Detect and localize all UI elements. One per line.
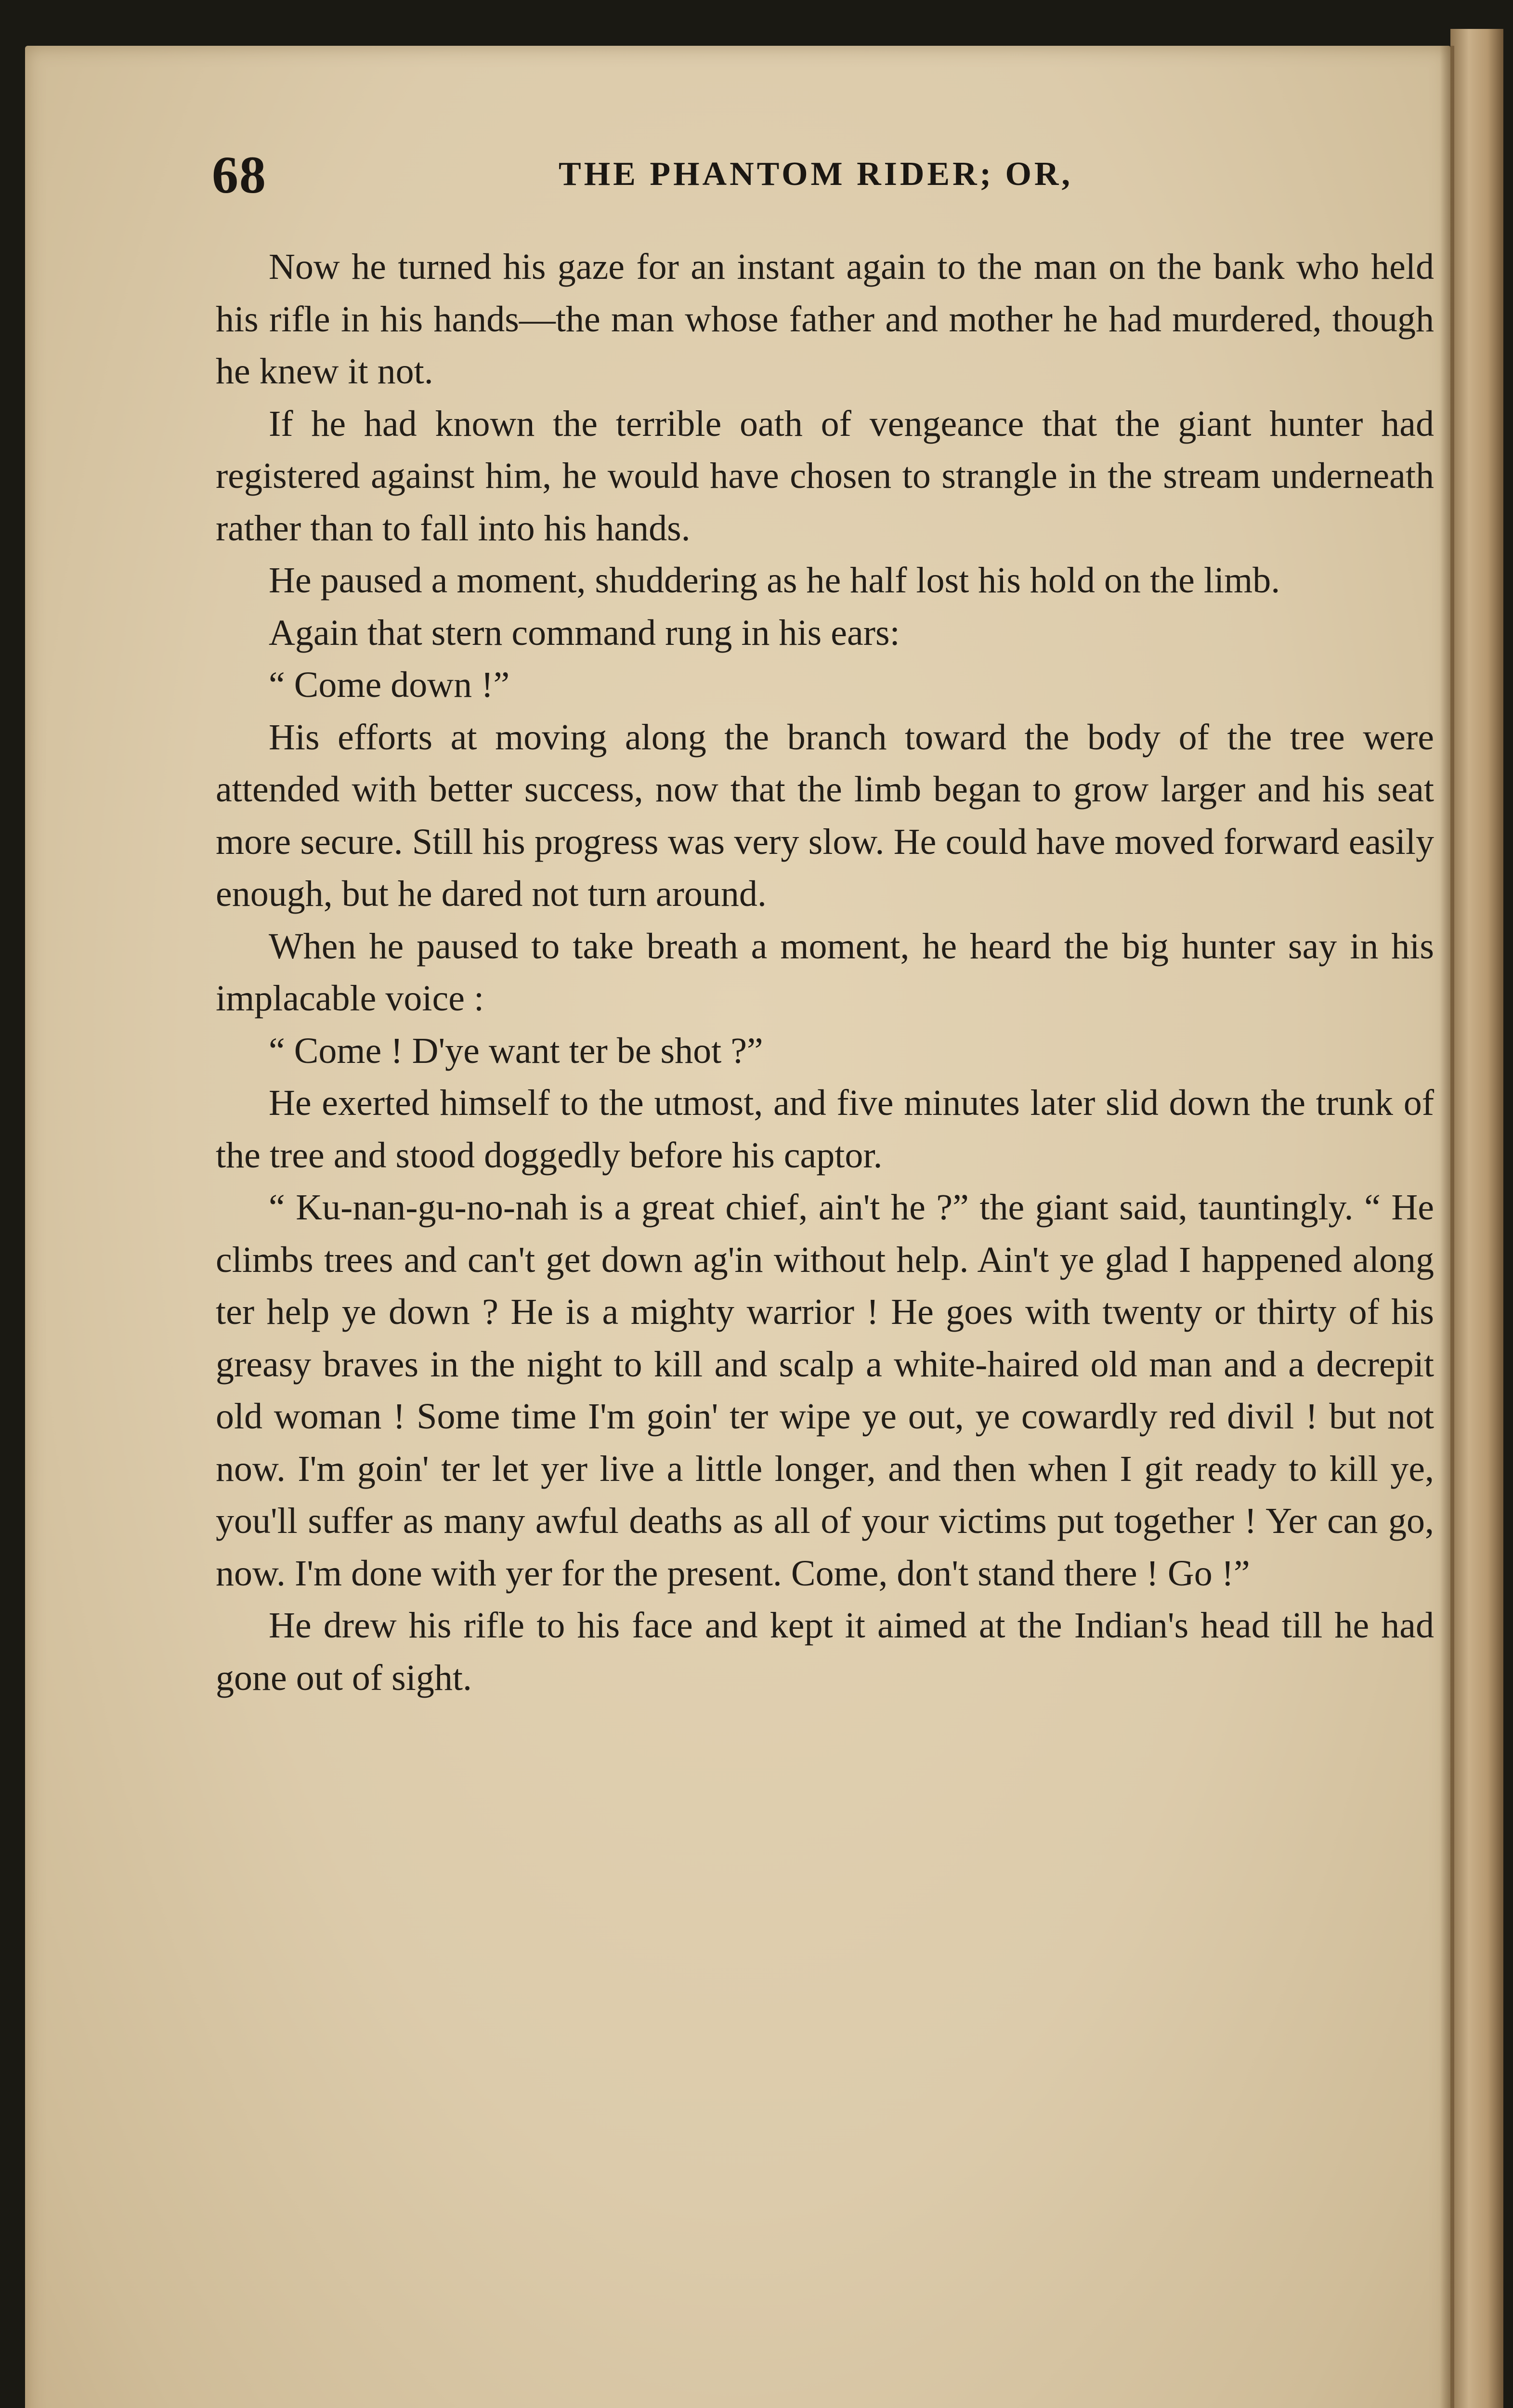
paragraph: “ Come ! D'ye want ter be shot ?” (269, 1030, 763, 1071)
page-number: 68 (212, 145, 267, 204)
page-header (212, 144, 1319, 202)
paragraph: If he had known the terrible oath of vengeance that the giant hunter had registered against him, he would have chosen to strangle in the stream underneath rather than to fall into his hands. (216, 403, 1434, 549)
running-head: THE PHANTOM RIDER; OR, (559, 156, 1073, 193)
paragraph: Now he turned his gaze for an instant again to the man on the bank who held his rifle in his hands—the man whose father and mother he had murdered, though he knew it not. (216, 247, 1434, 392)
paragraph: His efforts at moving along the branch toward the body of the tree were attended with better success, now that the limb began to grow larger and his seat more secure. Still his progress was very slow. He could have moved forward easily enough, but he dared not turn around. (216, 717, 1434, 914)
body-text (216, 241, 1434, 1704)
paragraph: Again that stern command rung in his ears: (269, 612, 900, 653)
paragraph: He exerted himself to the utmost, and five minutes later slid down the trunk of the tree and stood doggedly before his captor. (216, 1083, 1434, 1176)
page-gutter-shadow (1440, 46, 1454, 2408)
paragraph: He paused a moment, shuddering as he half lost his hold on the limb. (269, 560, 1280, 601)
book-page-edges (1450, 29, 1503, 2408)
paragraph: “ Ku-nan-gu-no-nah is a great chief, ain't he ?” the giant said, tauntingly. “ He climbs trees and can't get down ag'in without help. Ain't ye glad I happened along ter help ye down ? He is a mighty warrior ! He goes with twenty or thirty of his greasy braves in the night to kill and scalp a white-haired old man and a decrepit old woman ! Some time I'm goin' ter wipe ye out, ye cowardly red divil ! but not now. I'm goin' ter let yer live a little longer, and then when I git ready to kill ye, you'll suffer as many awful deaths as all of your victims put together ! Yer can go, now. I'm done with yer for the present. Come, don't stand there ! Go !” (216, 1187, 1434, 1594)
paragraph: “ Come down !” (269, 665, 510, 705)
paragraph: When he paused to take breath a moment, he heard the big hunter say in his implacable voice : (216, 926, 1434, 1019)
paragraph: He drew his rifle to his face and kept it aimed at the Indian's head till he had gone out of sight. (216, 1605, 1434, 1698)
